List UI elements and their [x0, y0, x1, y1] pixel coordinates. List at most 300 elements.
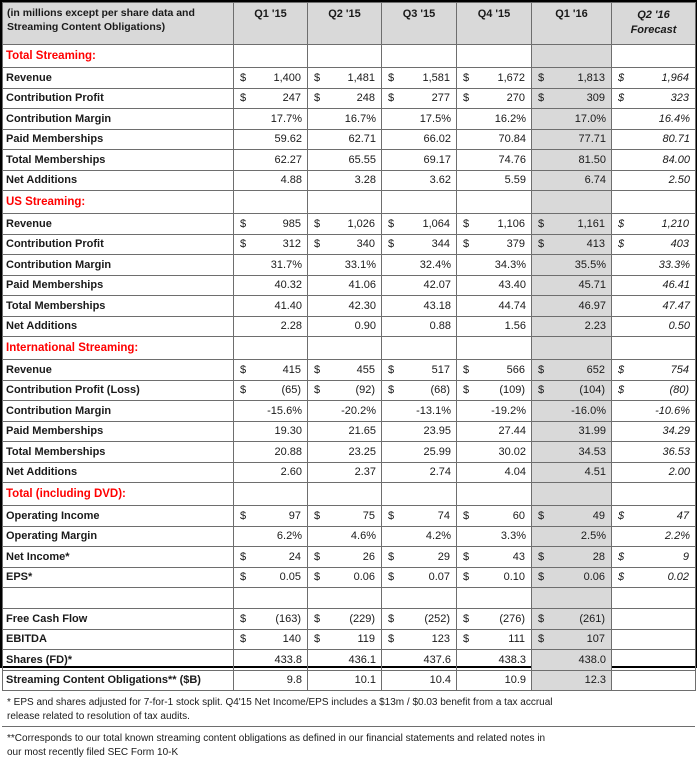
- cell-value: 29: [438, 551, 450, 563]
- value-cell: 31.7%: [234, 255, 308, 276]
- empty-cell: [382, 191, 457, 214]
- cell-value: 75: [363, 510, 375, 522]
- dollar-sign: $: [314, 92, 320, 104]
- value-cell: 41.40: [234, 296, 308, 317]
- empty-cell: [234, 45, 308, 68]
- empty-cell: [532, 588, 612, 609]
- value-cell: [612, 234, 696, 255]
- section-title: International Streaming:: [3, 337, 234, 360]
- value-cell: [612, 88, 696, 109]
- value-cell: 16.7%: [308, 109, 382, 130]
- empty-cell: [532, 191, 612, 214]
- value-cell: [612, 609, 696, 630]
- value-cell: [612, 506, 696, 527]
- table-header-row: [3, 3, 696, 45]
- data-row: [3, 150, 696, 171]
- row-label: Streaming Content Obligations** ($B): [3, 670, 234, 691]
- empty-cell: [308, 45, 382, 68]
- value-cell: [612, 629, 696, 650]
- row-label: Free Cash Flow: [3, 609, 234, 630]
- footnote-eps-line2: release related to resolution of tax audits.: [7, 710, 689, 724]
- value-cell: [532, 380, 612, 401]
- value-cell: [532, 68, 612, 89]
- value-cell: 2.5%: [532, 526, 612, 547]
- dollar-sign: $: [314, 613, 320, 625]
- value-cell: 23.25: [308, 442, 382, 463]
- data-row: [3, 442, 696, 463]
- value-cell: 10.4: [382, 670, 457, 691]
- footnote-eps-line1: * EPS and shares adjusted for 7-for-1 stock split. Q4'15 Net Income/EPS includes a $13m / $0.03 benefit from a tax accrual: [7, 696, 689, 710]
- dollar-sign: $: [240, 551, 246, 563]
- value-cell: [457, 609, 532, 630]
- data-row: [3, 567, 696, 588]
- row-label: Shares (FD)*: [3, 650, 234, 671]
- dollar-sign: $: [314, 633, 320, 645]
- cell-value: 754: [671, 364, 689, 376]
- value-cell: [382, 506, 457, 527]
- empty-cell: [457, 191, 532, 214]
- dollar-sign: $: [240, 510, 246, 522]
- value-cell: [308, 88, 382, 109]
- value-cell: 62.27: [234, 150, 308, 171]
- value-cell: 59.62: [234, 129, 308, 150]
- value-cell: 2.2%: [612, 526, 696, 547]
- value-cell: [532, 234, 612, 255]
- value-cell: [457, 567, 532, 588]
- empty-cell: [612, 45, 696, 68]
- dollar-sign: $: [618, 364, 624, 376]
- value-cell: -13.1%: [382, 401, 457, 422]
- dollar-sign: $: [463, 510, 469, 522]
- value-cell: [234, 547, 308, 568]
- dollar-sign: $: [463, 551, 469, 563]
- cell-value: (163): [275, 613, 301, 625]
- value-cell: [532, 88, 612, 109]
- cell-value: 309: [587, 92, 605, 104]
- empty-cell: [612, 483, 696, 506]
- data-row: [3, 296, 696, 317]
- forecast-quarter-label: Q2 '16: [613, 8, 694, 23]
- data-row: [3, 629, 696, 650]
- value-cell: 70.84: [457, 129, 532, 150]
- dollar-sign: $: [538, 92, 544, 104]
- value-cell: 2.60: [234, 462, 308, 483]
- cell-value: 74: [438, 510, 450, 522]
- col-header-q1-15: Q1 '15: [234, 3, 308, 45]
- data-row: [3, 88, 696, 109]
- value-cell: 4.2%: [382, 526, 457, 547]
- cell-value: 111: [508, 633, 525, 645]
- cell-value: 1,400: [273, 72, 301, 84]
- dollar-sign: $: [388, 384, 394, 396]
- cell-value: 1,026: [347, 218, 375, 230]
- data-row: [3, 609, 696, 630]
- value-cell: 69.17: [382, 150, 457, 171]
- row-label: Contribution Profit: [3, 88, 234, 109]
- cell-value: (229): [349, 613, 375, 625]
- value-cell: [308, 234, 382, 255]
- cell-value: 247: [283, 92, 301, 104]
- cell-value: 270: [507, 92, 525, 104]
- value-cell: 12.3: [532, 670, 612, 691]
- data-row: [3, 214, 696, 235]
- row-label: Net Additions: [3, 462, 234, 483]
- cell-value: (252): [424, 613, 450, 625]
- cell-value: 1,672: [497, 72, 525, 84]
- empty-cell: [234, 191, 308, 214]
- dollar-sign: $: [463, 218, 469, 230]
- cell-value: 0.02: [668, 571, 689, 583]
- value-cell: 437.6: [382, 650, 457, 671]
- dollar-sign: $: [314, 384, 320, 396]
- value-cell: 33.3%: [612, 255, 696, 276]
- value-cell: [457, 547, 532, 568]
- dollar-sign: $: [618, 551, 624, 563]
- value-cell: [234, 360, 308, 381]
- data-row: [3, 526, 696, 547]
- dollar-sign: $: [314, 364, 320, 376]
- value-cell: [382, 380, 457, 401]
- value-cell: -19.2%: [457, 401, 532, 422]
- section-row: [3, 337, 696, 360]
- dollar-sign: $: [388, 218, 394, 230]
- dollar-sign: $: [314, 238, 320, 250]
- dollar-sign: $: [388, 633, 394, 645]
- dollar-sign: $: [463, 633, 469, 645]
- empty-cell: [308, 483, 382, 506]
- empty-cell: [532, 483, 612, 506]
- cell-value: 0.10: [504, 571, 525, 583]
- value-cell: -16.0%: [532, 401, 612, 422]
- dollar-sign: $: [240, 92, 246, 104]
- value-cell: [612, 360, 696, 381]
- value-cell: [532, 629, 612, 650]
- value-cell: 4.04: [457, 462, 532, 483]
- value-cell: [612, 380, 696, 401]
- value-cell: 433.8: [234, 650, 308, 671]
- value-cell: [234, 380, 308, 401]
- value-cell: 80.71: [612, 129, 696, 150]
- value-cell: [308, 380, 382, 401]
- value-cell: 5.59: [457, 170, 532, 191]
- value-cell: [382, 567, 457, 588]
- footnote-sco-line2: our most recently filed SEC Form 10-K: [7, 746, 689, 759]
- cell-value: 140: [283, 633, 301, 645]
- section-row: [3, 483, 696, 506]
- value-cell: 34.3%: [457, 255, 532, 276]
- dollar-sign: $: [388, 92, 394, 104]
- value-cell: [457, 629, 532, 650]
- value-cell: 31.99: [532, 421, 612, 442]
- value-cell: 2.23: [532, 316, 612, 337]
- value-cell: 35.5%: [532, 255, 612, 276]
- empty-cell: [382, 337, 457, 360]
- value-cell: 1.56: [457, 316, 532, 337]
- value-cell: 33.1%: [308, 255, 382, 276]
- row-label: EPS*: [3, 567, 234, 588]
- value-cell: [612, 214, 696, 235]
- dollar-sign: $: [618, 571, 624, 583]
- dollar-sign: $: [538, 633, 544, 645]
- cell-value: 566: [507, 364, 525, 376]
- value-cell: -20.2%: [308, 401, 382, 422]
- value-cell: 21.65: [308, 421, 382, 442]
- empty-cell: [382, 45, 457, 68]
- value-cell: 3.3%: [457, 526, 532, 547]
- dollar-sign: $: [538, 364, 544, 376]
- value-cell: [612, 68, 696, 89]
- empty-cell: [308, 588, 382, 609]
- cell-value: 0.06: [584, 571, 605, 583]
- col-header-q3-15: Q3 '15: [382, 3, 457, 45]
- dollar-sign: $: [240, 218, 246, 230]
- row-label: Net Income*: [3, 547, 234, 568]
- value-cell: [612, 567, 696, 588]
- value-cell: 2.28: [234, 316, 308, 337]
- data-row: [3, 170, 696, 191]
- data-row: [3, 234, 696, 255]
- dollar-sign: $: [240, 613, 246, 625]
- section-title: Total (including DVD):: [3, 483, 234, 506]
- value-cell: [308, 547, 382, 568]
- value-cell: 6.2%: [234, 526, 308, 547]
- data-row: [3, 129, 696, 150]
- value-cell: [382, 68, 457, 89]
- value-cell: [234, 68, 308, 89]
- value-cell: 42.30: [308, 296, 382, 317]
- value-cell: 41.06: [308, 275, 382, 296]
- value-cell: 74.76: [457, 150, 532, 171]
- section-title: Total Streaming:: [3, 45, 234, 68]
- col-header-q2-16-forecast: [612, 3, 696, 45]
- value-cell: [308, 214, 382, 235]
- cell-value: (80): [669, 384, 689, 396]
- value-cell: [308, 68, 382, 89]
- data-row: [3, 650, 696, 671]
- value-cell: 2.00: [612, 462, 696, 483]
- dollar-sign: $: [240, 238, 246, 250]
- dollar-sign: $: [240, 571, 246, 583]
- value-cell: 6.74: [532, 170, 612, 191]
- dollar-sign: $: [463, 238, 469, 250]
- cell-value: 312: [283, 238, 301, 250]
- value-cell: [457, 506, 532, 527]
- dollar-sign: $: [538, 384, 544, 396]
- dollar-sign: $: [538, 72, 544, 84]
- cell-value: 1,813: [577, 72, 605, 84]
- data-row: [3, 109, 696, 130]
- dollar-sign: $: [618, 384, 624, 396]
- cell-value: 1,481: [347, 72, 375, 84]
- row-label: Total Memberships: [3, 296, 234, 317]
- value-cell: 46.97: [532, 296, 612, 317]
- value-cell: 40.32: [234, 275, 308, 296]
- cell-value: 24: [289, 551, 301, 563]
- value-cell: 84.00: [612, 150, 696, 171]
- empty-cell: [308, 191, 382, 214]
- dollar-sign: $: [538, 571, 544, 583]
- value-cell: [532, 547, 612, 568]
- cell-value: 413: [587, 238, 605, 250]
- value-cell: 65.55: [308, 150, 382, 171]
- value-cell: 4.51: [532, 462, 612, 483]
- cell-value: (276): [499, 613, 525, 625]
- value-cell: 2.37: [308, 462, 382, 483]
- data-row: [3, 316, 696, 337]
- value-cell: 36.53: [612, 442, 696, 463]
- data-row: [3, 506, 696, 527]
- value-cell: [234, 506, 308, 527]
- row-label: Revenue: [3, 360, 234, 381]
- value-cell: 10.9: [457, 670, 532, 691]
- col-header-q1-16: Q1 '16: [532, 3, 612, 45]
- value-cell: [308, 506, 382, 527]
- dollar-sign: $: [463, 92, 469, 104]
- row-label: Net Additions: [3, 170, 234, 191]
- cell-value: 985: [283, 218, 301, 230]
- value-cell: 10.1: [308, 670, 382, 691]
- value-cell: 45.71: [532, 275, 612, 296]
- row-label: Operating Margin: [3, 526, 234, 547]
- row-label: Contribution Margin: [3, 255, 234, 276]
- row-label: [3, 588, 234, 609]
- empty-cell: [532, 45, 612, 68]
- empty-cell: [382, 588, 457, 609]
- data-row: [3, 275, 696, 296]
- cell-value: 415: [283, 364, 301, 376]
- cell-value: 517: [432, 364, 450, 376]
- footnotes: [2, 691, 695, 759]
- dollar-sign: $: [463, 384, 469, 396]
- value-cell: [457, 88, 532, 109]
- data-row: [3, 255, 696, 276]
- row-label: Contribution Profit (Loss): [3, 380, 234, 401]
- value-cell: 17.5%: [382, 109, 457, 130]
- dollar-sign: $: [388, 510, 394, 522]
- dollar-sign: $: [388, 72, 394, 84]
- value-cell: [382, 609, 457, 630]
- cell-value: 1,161: [577, 218, 605, 230]
- value-cell: 25.99: [382, 442, 457, 463]
- table-units-note: [3, 3, 234, 45]
- row-label: Paid Memberships: [3, 275, 234, 296]
- cell-value: 28: [593, 551, 605, 563]
- value-cell: [612, 670, 696, 691]
- value-cell: [382, 88, 457, 109]
- row-label: Contribution Margin: [3, 401, 234, 422]
- value-cell: [234, 234, 308, 255]
- value-cell: 9.8: [234, 670, 308, 691]
- value-cell: 23.95: [382, 421, 457, 442]
- dollar-sign: $: [388, 364, 394, 376]
- value-cell: 4.88: [234, 170, 308, 191]
- cell-value: (65): [281, 384, 301, 396]
- cell-value: 119: [357, 633, 375, 645]
- value-cell: 43.18: [382, 296, 457, 317]
- cell-value: 652: [587, 364, 605, 376]
- value-cell: -10.6%: [612, 401, 696, 422]
- cell-value: (109): [499, 384, 525, 396]
- empty-cell: [612, 337, 696, 360]
- dollar-sign: $: [240, 633, 246, 645]
- empty-cell: [612, 191, 696, 214]
- value-cell: 47.47: [612, 296, 696, 317]
- cell-value: 60: [513, 510, 525, 522]
- value-cell: [457, 234, 532, 255]
- row-label: Total Memberships: [3, 442, 234, 463]
- cell-value: 0.07: [429, 571, 450, 583]
- cell-value: (261): [579, 613, 605, 625]
- value-cell: 0.88: [382, 316, 457, 337]
- value-cell: [612, 650, 696, 671]
- cell-value: 49: [593, 510, 605, 522]
- value-cell: [308, 567, 382, 588]
- data-row: [3, 462, 696, 483]
- value-cell: [308, 609, 382, 630]
- dollar-sign: $: [538, 218, 544, 230]
- row-label: Revenue: [3, 68, 234, 89]
- dollar-sign: $: [538, 238, 544, 250]
- value-cell: 34.29: [612, 421, 696, 442]
- units-note-line2: Streaming Content Obligations): [7, 21, 229, 35]
- value-cell: [234, 88, 308, 109]
- dollar-sign: $: [463, 571, 469, 583]
- cell-value: 1,581: [422, 72, 450, 84]
- value-cell: [382, 234, 457, 255]
- empty-cell: [457, 588, 532, 609]
- col-header-q4-15: Q4 '15: [457, 3, 532, 45]
- empty-cell: [382, 483, 457, 506]
- dollar-sign: $: [618, 92, 624, 104]
- dollar-sign: $: [538, 510, 544, 522]
- section-row: [3, 45, 696, 68]
- value-cell: 436.1: [308, 650, 382, 671]
- value-cell: 438.0: [532, 650, 612, 671]
- cell-value: 0.06: [354, 571, 375, 583]
- value-cell: [532, 360, 612, 381]
- dollar-sign: $: [388, 551, 394, 563]
- value-cell: [308, 629, 382, 650]
- cell-value: 47: [677, 510, 689, 522]
- row-label: Paid Memberships: [3, 129, 234, 150]
- value-cell: 2.50: [612, 170, 696, 191]
- section-row: [3, 191, 696, 214]
- value-cell: 81.50: [532, 150, 612, 171]
- value-cell: [382, 629, 457, 650]
- data-row: [3, 421, 696, 442]
- cell-value: 403: [671, 238, 689, 250]
- dollar-sign: $: [463, 613, 469, 625]
- units-note-line1: (in millions except per share data and: [7, 7, 229, 21]
- data-row: [3, 670, 696, 691]
- value-cell: 2.74: [382, 462, 457, 483]
- cell-value: 248: [357, 92, 375, 104]
- row-label: Net Additions: [3, 316, 234, 337]
- dollar-sign: $: [618, 72, 624, 84]
- cell-value: 379: [507, 238, 525, 250]
- value-cell: 77.71: [532, 129, 612, 150]
- value-cell: [532, 214, 612, 235]
- row-label: Paid Memberships: [3, 421, 234, 442]
- cell-value: 1,210: [661, 218, 689, 230]
- value-cell: [382, 360, 457, 381]
- empty-cell: [532, 337, 612, 360]
- col-header-q2-15: Q2 '15: [308, 3, 382, 45]
- cell-value: (104): [579, 384, 605, 396]
- row-label: Contribution Profit: [3, 234, 234, 255]
- dollar-sign: $: [388, 571, 394, 583]
- value-cell: [532, 567, 612, 588]
